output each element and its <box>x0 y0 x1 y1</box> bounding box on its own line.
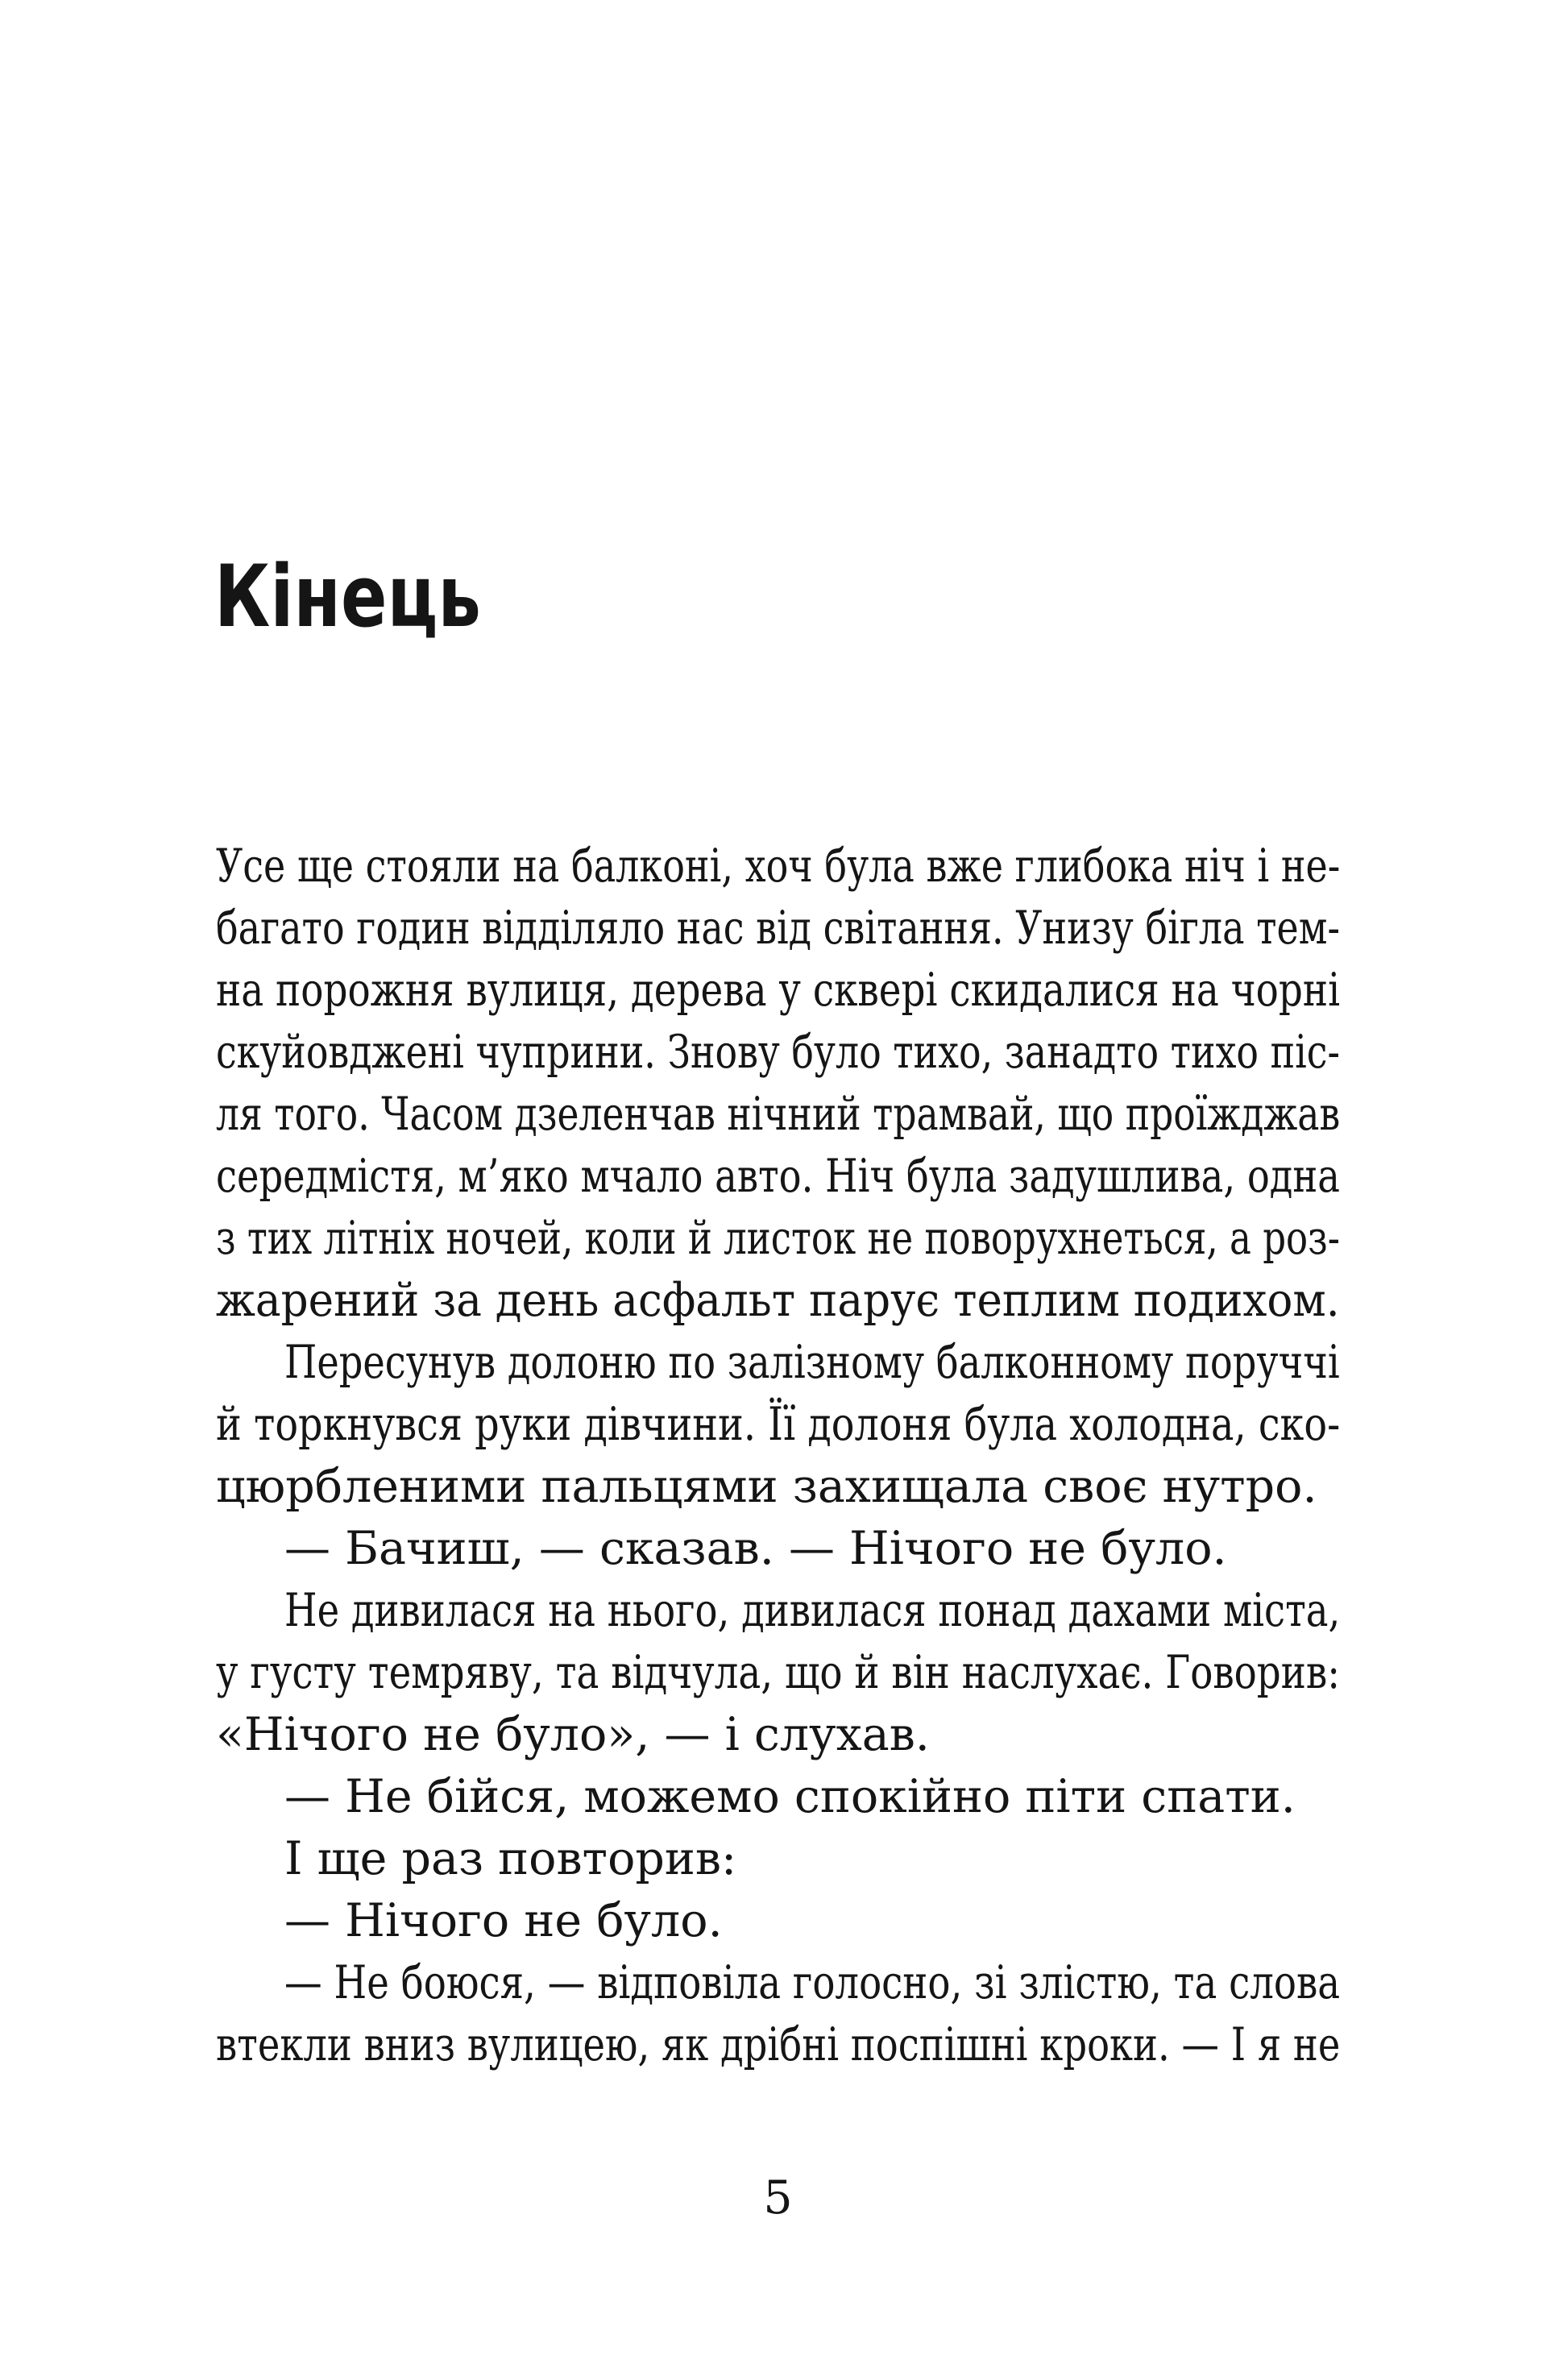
text-line: у густу темряву, та відчула, що й він наслухає. Говорив: <box>216 1646 1340 1699</box>
text-line: на порожня вулиця, дерева у сквері скидалися на чорні <box>216 964 1341 1017</box>
text-line: втекли вниз вулицею, як дрібні поспішні кроки. — І я не <box>216 2018 1341 2071</box>
text-line: цюрбленими пальцями захищала своє нутро. <box>216 1460 1317 1513</box>
text-line: — Бачиш, — сказав. — Нічого не було. <box>284 1522 1227 1575</box>
text-line: Не дивилася на нього, дивилася понад дахами міста, <box>284 1584 1341 1637</box>
text-line: — Не боюся, — відповіла голосно, зі злістю, та слова <box>284 1956 1341 2009</box>
text-line: «Нічого не було», — і слухав. <box>216 1708 930 1761</box>
text-line: І ще раз повторив: <box>284 1832 737 1885</box>
page-number: 5 <box>763 2171 793 2225</box>
text-line: — Не бійся, можемо спокійно піти спати. <box>284 1770 1296 1823</box>
body-text <box>216 835 1340 2076</box>
text-line: жарений за день асфальт парує теплим подихом. <box>216 1274 1340 1327</box>
text-line: й торкнувся руки дівчини. Її долоня була холодна, ско- <box>216 1398 1341 1451</box>
text-line: скуйовджені чуприни. Знову було тихо, занадто тихо піс- <box>216 1026 1340 1079</box>
text-line: Усе ще стояли на балконі, хоч була вже глибока ніч і не- <box>216 840 1341 893</box>
text-line: ля того. Часом дзеленчав нічний трамвай, що проїжджав <box>216 1088 1341 1141</box>
text-line: середмістя, м’яко мчало авто. Ніч була задушлива, одна <box>216 1150 1340 1203</box>
text-line: Пересунув долоню по залізному балконному поруччі <box>284 1336 1340 1389</box>
chapter-title: Кінець <box>214 547 481 647</box>
text-line: з тих літніх ночей, коли й листок не поворухнеться, а роз- <box>216 1212 1340 1265</box>
text-line: — Нічого не було. <box>284 1894 723 1947</box>
text-line: багато годин відділяло нас від світання. Унизу бігла тем- <box>216 902 1341 955</box>
